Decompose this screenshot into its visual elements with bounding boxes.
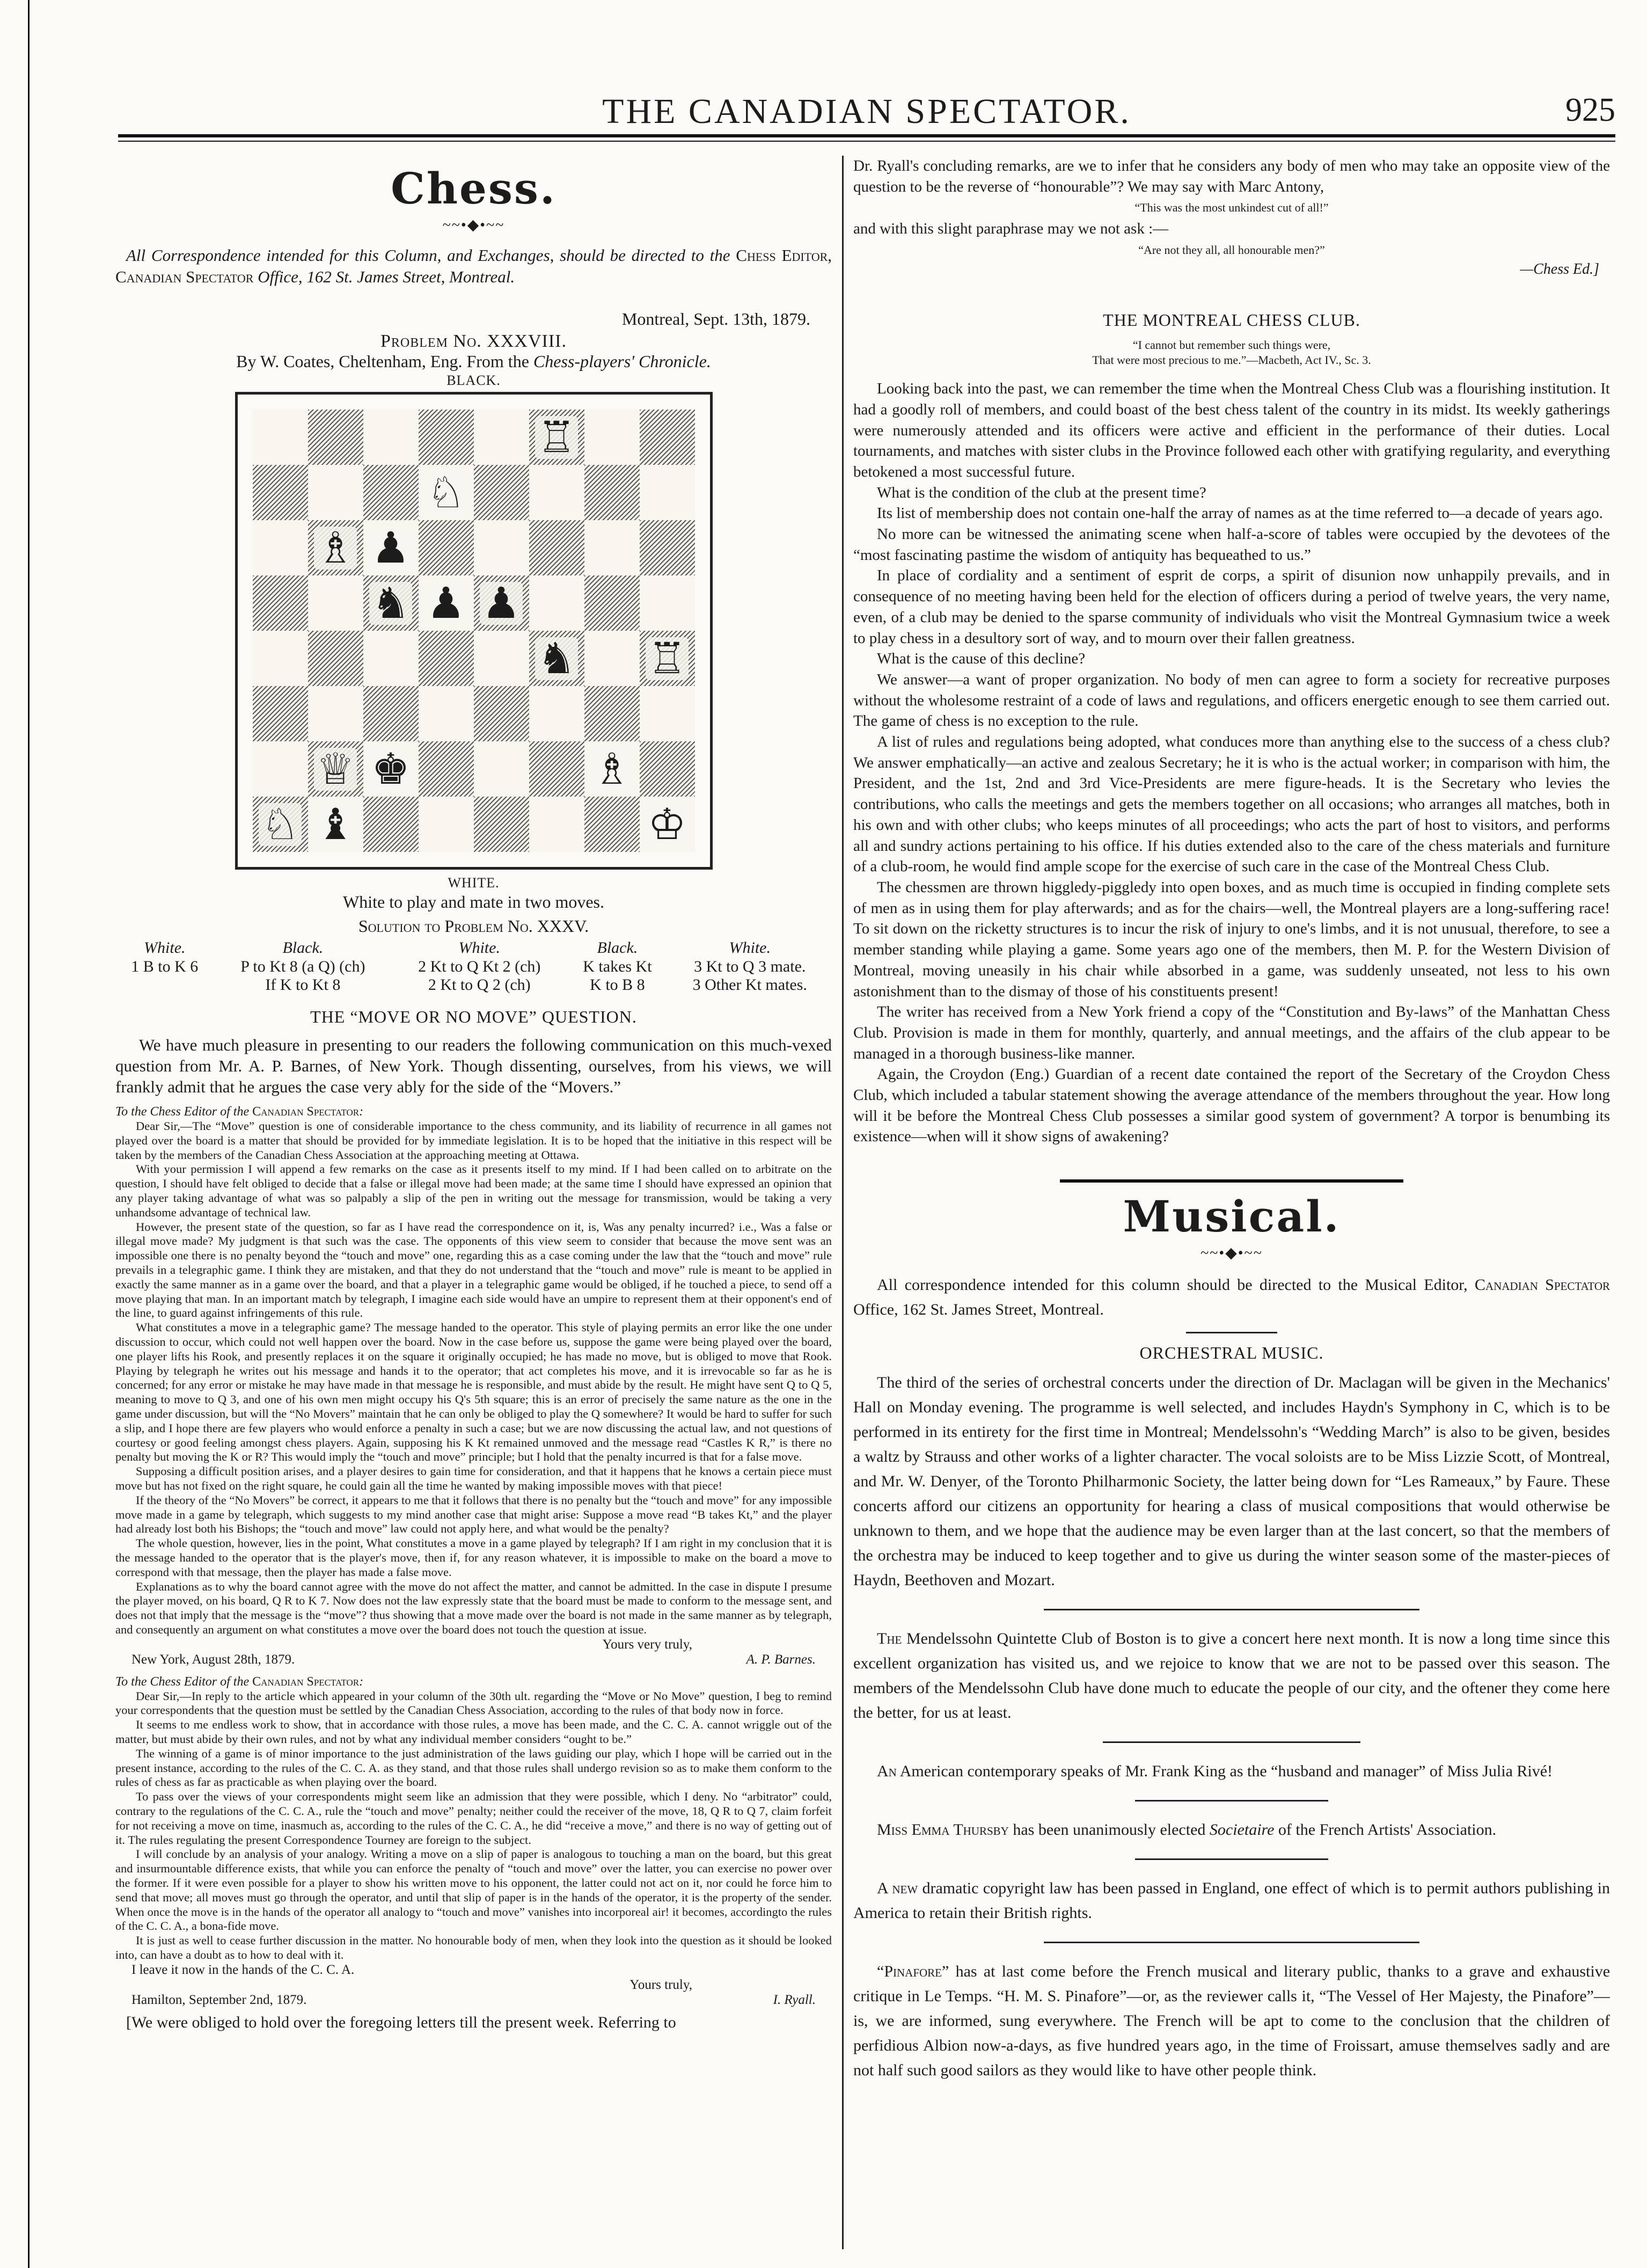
board-square: [253, 520, 308, 575]
chess-piece-icon: ♚: [369, 748, 412, 791]
header-rule-thin: [118, 141, 1615, 142]
page-number: 925: [1565, 92, 1615, 128]
board-square: [584, 520, 640, 575]
chess-intro: All Correspondence intended for this Column, and Exchanges, should be directed to the Chess Editor, Canadian Spectator Office, 162 St. James Street, Montreal.: [115, 246, 832, 286]
board-square: [474, 631, 529, 686]
pinafore-item: “Pinafore” has at last come before the French musical and literary public, thanks to a grave and exhaustive critique in Le Temps. “H. M. S. Pinafore”—or, as the reviewer calls it, “The Vessel of Her Majesty, the Pinafore”—is, we are informed, sung everywhere. The French will be apt to come to the conclusion that the children of perfidious Albion now-a-days, as five hundred years ago, in the time of Froissart, amuse themselves sadly and are not half such good sailors as they would like to have other people think.: [853, 1963, 1610, 2080]
solution-cell: 2 Kt to Q 2 (ch): [428, 976, 531, 994]
solution-header: Black.: [282, 939, 324, 957]
section-rule-3: [1135, 1800, 1328, 1802]
board-square: [640, 465, 695, 520]
board-square: [529, 741, 584, 797]
white-label: WHITE.: [448, 875, 500, 891]
board-square: [640, 686, 695, 741]
solution-table: [115, 938, 832, 994]
problem-byline: By W. Coates, Cheltenham, Eng. From the Chess-players' Chronicle.: [236, 352, 711, 371]
chess-dateline: Montreal, Sept. 13th, 1879.: [621, 309, 810, 329]
right-column: [853, 156, 1610, 2249]
board-square: [308, 520, 363, 575]
letter2-leave-row: I leave it now in the hands of the C. C. A.: [131, 1962, 355, 1977]
board-square: [253, 465, 308, 520]
question-intro: We have much pleasure in presenting to our readers the following communication on this much-vexed question from Mr. A. P. Barnes, of New York. Though dissenting, ourselves, from his views, we will frankly admit that he argues the case very ably for the side of the “Movers.”: [115, 1035, 832, 1096]
solution-row: [115, 958, 832, 976]
board-square: [363, 465, 419, 520]
solution-cell: K to B 8: [590, 976, 645, 994]
paragraph: The chessmen are thrown higgledy-piggledy into open boxes, and as much time is occupied in finding complete sets of men as in using them for play afterwards; and as for the chairs—well, the Montreal players are a long-suffering race! To sit down on the ricketty structures is to incur the risk of injury to one's limbs, and it is not unusual, therefore, to see a member standing while playing a game. Some years ago one of the members, then M. P. for the Western Division of Montreal, moving uneasily in his chair while absorbed in a game, was suddenly unseated, not less to his own astonishment than to the dismay of those of his constituents present!: [853, 878, 1610, 1000]
paragraph: What is the condition of the club at the present time?: [877, 484, 1206, 501]
paragraph: The winning of a game is of minor importance to the just administration of the laws guiding our play, which I hope will be carried out in the present instance, according to the rules of the C. C. A. as they stand, and that those rules shall undergo revision so as to make them conform to the rules of chess as far as practicable as when playing over the board.: [115, 1746, 832, 1789]
chess-piece-icon: ♟: [369, 527, 412, 570]
chess-piece-icon: ♔: [646, 803, 689, 846]
chess-piece-icon: ♗: [314, 527, 357, 570]
chess-piece-icon: ♟: [480, 582, 523, 625]
board-square: [584, 410, 640, 465]
solution-header: White.: [144, 939, 186, 957]
solution-header: White.: [458, 939, 500, 957]
board-square: [584, 575, 640, 631]
paragraph: No more can be witnessed the animating scene when half-a-score of tables were occupied by the devotees of the “most fascinating pastime the wisdom of antiquity has bequeathed to us.”: [853, 526, 1610, 564]
editor-note-continued: Dr. Ryall's concluding remarks, are we to infer that he considers any body of men who may take an opposite view of the question to be the reverse of “honourable”? We may say with Marc Antony,: [853, 157, 1610, 195]
board-square: [529, 797, 584, 852]
copyright-item: A new dramatic copyright law has been passed in England, one effect of which is to permit authors publishing in America to retain their British rights.: [853, 1879, 1610, 1922]
left-column: [115, 156, 832, 2249]
board-square: [584, 631, 640, 686]
chess-piece-icon: ♖: [535, 416, 578, 459]
board-square: [640, 797, 695, 852]
quote-antony: “This was the most unkindest cut of all!”: [1134, 201, 1329, 215]
board-square: [363, 741, 419, 797]
board-square: [474, 575, 529, 631]
orchestral-paragraph: The third of the series of orchestral concerts under the direction of Dr. Maclagan will be given in the Mechanics' Hall on Monday evening. The programme is well selected, and includes Haydn's Symphony in C, which is to be performed in its entirety for the first time in Montreal; Mendelssohn's “Wedding March” is also to be given, besides a waltz by Strauss and other works of a lighter character. The vocal soloists are to be Miss Lizzie Scott, of Montreal, and Mr. W. Denyer, of the Toronto Philharmonic Society, the latter being down for “Les Rameaux,” by Faure. These concerts afford our citizens an opportunity for hearing a class of musical compositions that would otherwise be unknown to them, and we hope that the audience may be even larger than at the last concert, so that the members of the orchestra may be induced to keep together and to give us during the winter season some of the master-pieces of Haydn, Beethoven and Mozart.: [853, 1374, 1610, 1589]
board-square: [419, 465, 474, 520]
board-square: [419, 520, 474, 575]
board-square: [363, 520, 419, 575]
board-square: [584, 686, 640, 741]
paragraph: It seems to me endless work to show, that in accordance with those rules, a move has been made, and the C. C. A. cannot wriggle out of the matter, but must abide by their own rules, and not by what any individual member considers “ought to be.”: [115, 1718, 832, 1746]
club-heading: THE MONTREAL CHESS CLUB.: [1103, 310, 1360, 330]
paragraph: In place of cordiality and a sentiment of esprit de corps, a spirit of disunion now unhappily prevails, and in consequence of no meeting having been held for the election of officers during a period of twelve years, the very name, even, of a club may be denied to the sparse community of individuals who visit the Montreal Gymnasium twice a week to play chess in a desultory sort of way, and to mourn over their fallen greatness.: [853, 567, 1610, 647]
board-square: [419, 797, 474, 852]
paragraph: If the theory of the “No Movers” be correct, it appears to me that it follows that there is no penalty but the “touch and move” for any impossible move made in a game by telegraph, which suggests to my mind another case that might arise: Suppose a move read “B takes Kt,” and the player had already lost both his Bishops; the “touch and move” law could not apply here, and what would be the penalty?: [115, 1493, 832, 1536]
board-square: [529, 631, 584, 686]
section-rule-2: [1103, 1741, 1360, 1743]
board-square: [584, 465, 640, 520]
chess-piece-icon: ♝: [314, 803, 357, 846]
board-square: [640, 410, 695, 465]
paragraph: I will conclude by an analysis of your analogy. Writing a move on a slip of paper is analogous to touching a man on the board, but this great and insurmountable difference exists, that while you can enforce the penalty of “touch and move” over the latter, you can exercise no power over the former. If it were even possible for a player to show his written move to his opponent, the latter could not act on it, nor could he force him to send that move; all moves must go through the operator, and until that slip of paper is in the hands of the operator, it is the property of the sender. When once the move is in the hands of the operator all analogy to “touch and move” vanishes into incorporeal air! it becomes, accordingto the rules of the C. C. A., a bona-fide move.: [115, 1847, 832, 1933]
editor-note-start: [We were obliged to hold over the foregoing letters till the present week. Referring to: [126, 2013, 676, 2031]
problem-title: Problem No. XXXVIII.: [380, 331, 567, 351]
board-square: [308, 465, 363, 520]
chess-piece-icon: ♘: [424, 471, 467, 514]
board-square: [474, 797, 529, 852]
board-square: [308, 575, 363, 631]
board-square: [419, 741, 474, 797]
board-square: [253, 575, 308, 631]
letter1-body: [115, 1119, 832, 1637]
paragraph: However, the present state of the question, so far as I have read the correspondence on it, is, Was any penalty incurred? i.e., Was a false or illegal move made? My judgment is that such was the case. The opponents of this view seem to consider that because the move sent was an impossible one there is no penalty beyond the “touch and move” one, regarding this as a case coming under the law that the “touch and move” rule prevails in a telegraphic game. I think they are mistaken, and that they do not understand that the “touch and move” rule is meant to be applied in exactly the same manner as in a game over the board, and that a player in a telegraphic game would be obliged, if he touched a piece, to send off a move playing that man. In an important match by telegraph, I imagine each side would have an umpire to represent them at their opponent's end of the line, to guard against infringements of this rule.: [115, 1220, 832, 1320]
quote-honourable: “Are not they all, all honourable men?”: [1138, 243, 1325, 257]
board-square: [308, 686, 363, 741]
solution-cell: [115, 976, 214, 994]
chess-piece-icon: ♖: [646, 637, 689, 680]
musical-rule: [1060, 1179, 1403, 1183]
board-square: [640, 741, 695, 797]
board-square: [308, 741, 363, 797]
paragraph: Its list of membership does not contain one-half the array of names as at the time referred to—a decade of years ago.: [877, 505, 1603, 522]
musical-intro-rule: [1186, 1332, 1277, 1333]
orchestral-heading: ORCHESTRAL MUSIC.: [1139, 1343, 1324, 1363]
paragraph: Dear Sir,—In reply to the article which appeared in your column of the 30th ult. regarding the “Move or No Move” question, I beg to remind your correspondents that the question must be settled by the Canadian Chess Association, according to the rules of that body now in force.: [115, 1689, 832, 1717]
chess-editor-signature: —Chess Ed.]: [1520, 261, 1599, 278]
letter2-body: [115, 1689, 832, 1963]
paragraph: Supposing a difficult position arises, and a player desires to gain time for consideration, and that it happens that he knows a certain piece must move but has not fixed on the right square, he could gain all the time he wanted by making impossible moves with that piece!: [115, 1464, 832, 1492]
chess-piece-icon: ♕: [314, 748, 357, 791]
paragraph: We answer—a want of proper organization. No body of men can agree to form a society for recreative purposes without the wholesome restraint of a code of laws and regulations, and officers energetic enough to see them carried out. The game of chess is no exception to the rule.: [853, 670, 1610, 730]
board-square: [529, 465, 584, 520]
board-square: [529, 575, 584, 631]
board-square: [253, 631, 308, 686]
paragraph: Looking back into the past, we can remember the time when the Montreal Chess Club was a flourishing institution. It had a goodly roll of members, and could boast of the best chess talent of the country in its midst. Its weekly gatherings were numerously attended and its officers were active and efficient in the performance of their duties. Local tournaments, and matches with sister clubs in the Province followed each other with gratifying regularity, and everything betokened a most successful future.: [853, 380, 1610, 480]
paragraph: To pass over the views of your correspondents might seem like an admission that they were possible, which I deny. No “arbitrator” could, contrary to the regulations of the C. C. A., rule the “touch and move” penalty; neither could the receiver of the move, 18, Q R to Q 7, claim forfeit for not receiving a move on time, inasmuch as, according to the rules of the C. C. A., he did “receive a move,” and there is no way of getting out of it. The rules regulating the present Correspondence Tourney are foreign to the subject.: [115, 1790, 832, 1847]
board-square: [640, 631, 695, 686]
board-square: [529, 686, 584, 741]
board-square: [640, 520, 695, 575]
header-rule-thick: [118, 134, 1615, 137]
letter1-signature-row: New York, August 28th, 1879. A. P. Barnes.: [131, 1652, 816, 1667]
board-square: [253, 797, 308, 852]
solution-cell: 1 B to K 6: [131, 958, 199, 975]
board-square: [474, 410, 529, 465]
board-square: [419, 631, 474, 686]
letter1-salutation: To the Chess Editor of the Canadian Spectator:: [115, 1105, 364, 1119]
letter1-closing-row: Yours very truly,: [602, 1637, 692, 1652]
editor-note-line: and with this slight paraphrase may we not ask :—: [853, 220, 1169, 238]
chess-ornament: ~~•◆•~~: [442, 217, 505, 234]
board-square: [253, 686, 308, 741]
page-header: [118, 91, 1615, 134]
solution-cell: 3 Other Kt mates.: [692, 976, 807, 994]
board-square: [308, 631, 363, 686]
board-square: [363, 797, 419, 852]
board-square: [363, 631, 419, 686]
paragraph: It is just as well to cease further discussion in the matter. No honourable body of men, when they look into the question as it should be looked into, can have a doubt as to how to deal with it.: [115, 1934, 832, 1962]
paragraph: What is the cause of this decline?: [877, 650, 1086, 668]
board-square: [474, 686, 529, 741]
solution-header: White.: [729, 939, 771, 957]
board-square: [308, 797, 363, 852]
board-square: [584, 797, 640, 852]
letter2-closing-row: Yours truly,: [629, 1977, 692, 1992]
solution-row: [115, 976, 832, 994]
board-square: [363, 410, 419, 465]
board-square: [640, 575, 695, 631]
chess-piece-icon: ♞: [369, 582, 412, 625]
board-square: [253, 410, 308, 465]
solution-cell: If K to Kt 8: [265, 976, 341, 994]
paragraph: Dear Sir,—The “Move” question is one of considerable importance to the chess community, and its liability of recurrence in all games not played over the board is a matter that should be provided for by immediate legislation. It is to be hoped that the initiative in this respect will be taken by the members of the Canadian Chess Association at the approaching meeting at Ottawa.: [115, 1119, 832, 1162]
board-square: [308, 410, 363, 465]
column-divider: [842, 156, 844, 2249]
question-heading: THE “MOVE OR NO MOVE” QUESTION.: [310, 1007, 637, 1026]
chess-piece-icon: ♟: [424, 582, 467, 625]
board-square: [584, 741, 640, 797]
solution-header: Black.: [597, 939, 638, 957]
thursby-item: Miss Emma Thursby has been unanimously elected Societaire of the French Artists' Association.: [877, 1821, 1497, 1839]
board-square: [474, 465, 529, 520]
paragraph: Explanations as to why the board cannot agree with the move do not affect the matter, and cannot be admitted. In the case in dispute I presume the player moved, on his board, Q R to K 7. Now does not the law expressly state that the board must be made to conform to the message sent, and does not that imply that the message is the “move”? thus showing that a move made over the board is not made in the same manner as by telegraph, and consequently an argument on what constitutes a move over the board does not touch the question at issue.: [115, 1579, 832, 1636]
paragraph: Again, the Croydon (Eng.) Guardian of a recent date contained the report of the Secretary of the Croydon Chess Club, which included a tabular statement showing the average attendance of the members throughout the year. How long will it be before the Montreal Chess Club possesses a similar good system of government? A torpor is benumbing its existence—when will it show signs of awakening?: [853, 1066, 1610, 1146]
section-rule-5: [1044, 1942, 1419, 1943]
club-body: [853, 378, 1610, 1147]
board-square: [529, 410, 584, 465]
board-square: [253, 741, 308, 797]
letter2-signature-row: Hamilton, September 2nd, 1879. I. Ryall.: [131, 1992, 816, 2007]
section-rule-1: [1044, 1609, 1419, 1610]
paragraph: A list of rules and regulations being adopted, what conduces more than anything else to the success of a chess club? We answer emphatically—an active and zealous Secretary; he it is who is the actual worker; in comparison with him, the President, and the 1st, 2nd and 3rd Vice-Presidents are mere figure-heads. It is the Secretary who levies the contributions, who calls the meetings and gets the members together on all occasions; who arranges all matches, both in his own and with other clubs; who keeps minutes of all proceedings; who acts the part of host to visitors, and performs all and sundry actions pertaining to his office. If his duties extended also to the care of the chess materials and furniture of a club-room, he would find ample scope for the exercise of such care in the case of the Montreal Chess Club.: [853, 733, 1610, 876]
chess-board: [235, 392, 713, 870]
board-square: [419, 575, 474, 631]
chess-piece-icon: ♘: [259, 803, 302, 846]
chess-heading: Chess.: [391, 163, 557, 214]
american-item: An American contemporary speaks of Mr. Frank King as the “husband and manager” of Miss Julia Rivé!: [877, 1762, 1553, 1781]
paragraph: With your permission I will append a few remarks on the case as it presents itself to my mind. If I had been called on to arbitrate on the question, I should have felt obliged to decide that a false or illegal move had been made; at the same time I should have expressed an opinion that any player taking advantage of what was so palpably a slip of the pen in writing out the message for transmission, would be taking a very unhandsome advantage of technical law.: [115, 1162, 832, 1219]
board-square: [474, 741, 529, 797]
section-rule-4: [1135, 1858, 1328, 1860]
problem-task: White to play and mate in two moves.: [343, 892, 604, 911]
paragraph: The whole question, however, lies in the point, What constitutes a move in a game played by telegraph? If I am right in my conclusion that it is the message handed to the operator that is the player's move, then if, for any reason whatever, it is impossible to make on the board a move to correspond with that message, then the player has made a false move.: [115, 1536, 832, 1579]
musical-ornament: ~~•◆•~~: [1201, 1245, 1263, 1262]
chess-piece-icon: ♗: [590, 748, 633, 791]
board-square: [419, 410, 474, 465]
club-epigraph: “I cannot but remember such things were, That were most precious to me.”—Macbeth, Act IV., Sc. 3.: [1092, 338, 1371, 367]
musical-heading: Musical.: [1123, 1191, 1341, 1242]
mendelssohn-item: The Mendelssohn Quintette Club of Boston is to give a concert here next month. It is now a long time since this excellent organization has visited us, and we rejoice to know that we are not to be passed over this season. The members of the Mendelssohn Club have done much to educate the people of our city, and the oftener they come here the better, for us at least.: [853, 1630, 1610, 1722]
board-square: [474, 520, 529, 575]
solution-cell: 2 Kt to Q Kt 2 (ch): [418, 958, 541, 975]
margin-rule: [28, 0, 30, 2268]
solution-cell: K takes Kt: [583, 958, 652, 975]
chess-board-grid: [253, 410, 695, 852]
solution-cell: P to Kt 8 (a Q) (ch): [240, 958, 365, 975]
letter2-salutation: To the Chess Editor of the Canadian Spectator:: [115, 1674, 364, 1689]
solution-title: Solution to Problem No. XXXV.: [358, 916, 589, 936]
paragraph: The writer has received from a New York friend a copy of the “Constitution and By-laws” of the Manhattan Chess Club. Provision is made in them for monthly, quarterly, and annual meetings, and the affairs of the club appear to be managed in a thorough business-like manner.: [853, 1003, 1610, 1062]
chess-piece-icon: ♞: [535, 637, 578, 680]
musical-intro: All correspondence intended for this column should be directed to the Musical Editor, Canadian Spectator Office, 162 St. James Street, Montreal.: [853, 1276, 1610, 1319]
black-label: BLACK.: [446, 373, 501, 388]
paragraph: What constitutes a move in a telegraphic game? The message handed to the operator. This style of playing permits an error like the one under discussion to occur, which could not well happen over the board. Now in the case before us, suppose the game were being played over the board, one player lifts his Rook, and presently replaces it on the square it originally occupied; he has made no move, but is obliged to move that Rook. Playing by telegraph he writes out his message and hands it to the operator; that act completes his move, and it is irrevocable so far as he is concerned; for any error or mistake he may have made in that message he is responsible, and must abide by the result. He might have sent Q to Q 5, meaning to move to Q 3, and one of his own men might occupy his Q's 5th square; this is an error of precisely the same nature as the one in the game under discussion, but will the “No Movers” maintain that he can only be obliged to play the Q somewhere? It would be hard to suffer for such a slip, and I hope there are few players who would enforce a penalty in such a case; but we are now discussing the actual law, and not questions of courtesy or good feeling amongst chess players. Again, supposing his K Kt remained unmoved and the message read “Castles K R,” is there no penalty but moving the K or R? This would imply the “touch and move” principle; but I hold that the penalty incurred is that for a false move.: [115, 1321, 832, 1464]
masthead-title: THE CANADIAN SPECTATOR.: [602, 92, 1131, 131]
board-square: [529, 520, 584, 575]
board-square: [363, 686, 419, 741]
board-square: [419, 686, 474, 741]
board-square: [363, 575, 419, 631]
solution-cell: 3 Kt to Q 3 mate.: [694, 958, 806, 975]
